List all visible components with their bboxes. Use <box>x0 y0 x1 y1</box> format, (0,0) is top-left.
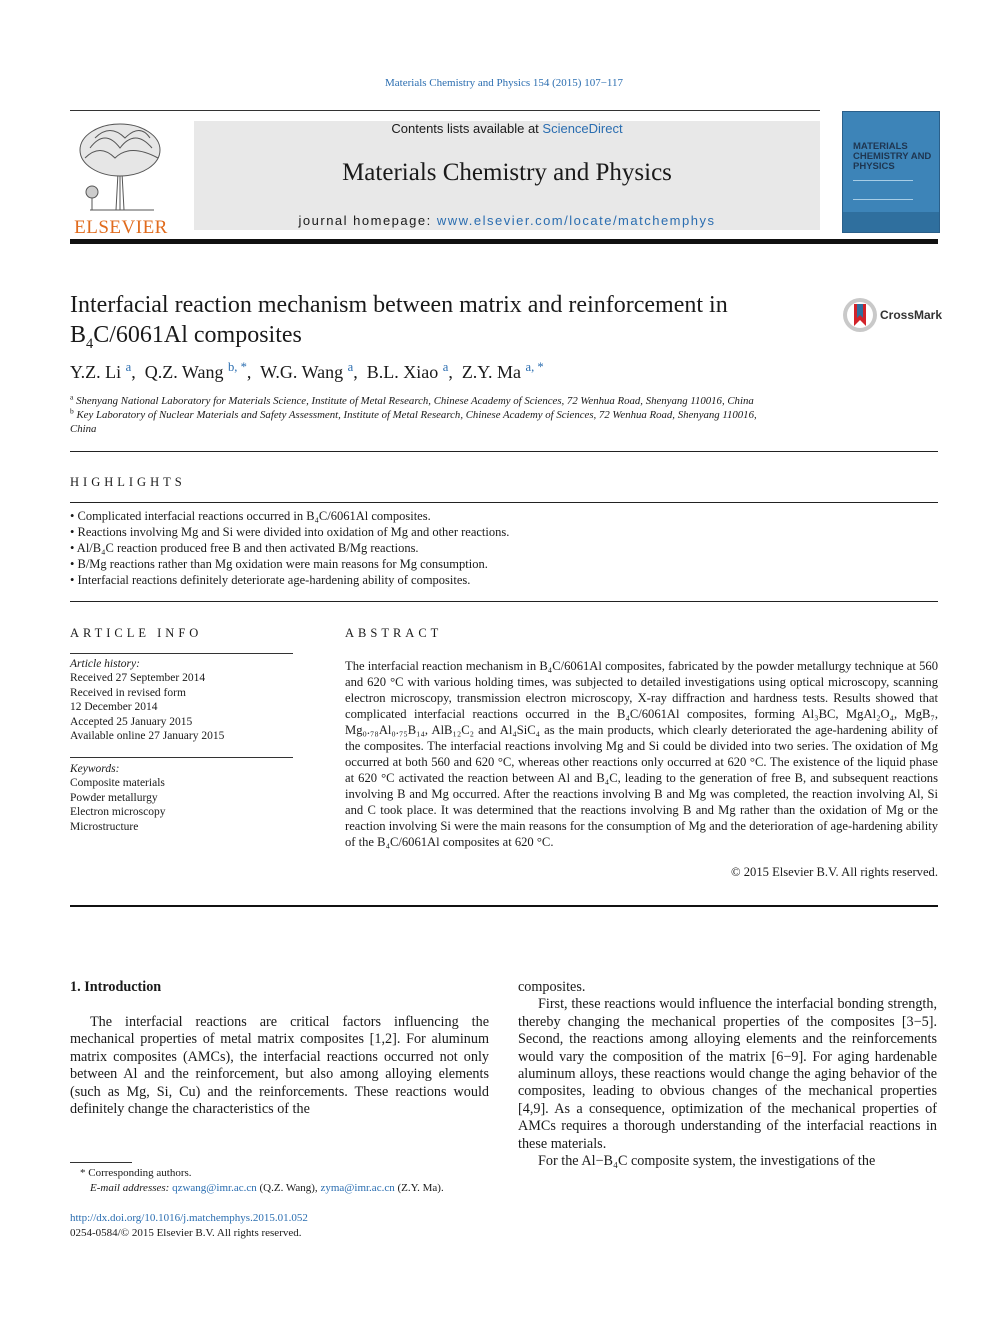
title-line-2: $B_4C/6061Al$ composites <box>70 322 302 352</box>
affiliation-b-cont: China <box>70 423 97 435</box>
publisher-name: ELSEVIER <box>74 217 168 238</box>
author: Y.Z. Li <box>70 362 122 382</box>
elsevier-tree-icon <box>70 118 172 214</box>
author-affiliation-mark[interactable]: a <box>125 360 132 374</box>
introduction-heading: 1. Introduction <box>70 979 162 995</box>
contents-prefix: Contents lists available at <box>391 121 543 136</box>
doi-block <box>70 1211 308 1241</box>
rule-after-highlights <box>70 601 938 602</box>
author-affiliation-mark[interactable]: b, * <box>227 360 247 374</box>
history-label: Article history: <box>70 658 140 670</box>
author: Z.Y. Ma <box>461 362 521 382</box>
issn-line: 0254-0584/© 2015 Elsevier B.V. All rights reserved. <box>70 1227 302 1239</box>
header-bottom-rule <box>70 239 938 244</box>
keyword: Electron microscopy <box>70 806 166 819</box>
journal-title: Materials Chemistry and Physics <box>342 159 672 186</box>
rule-after-abstract <box>70 905 938 907</box>
highlight-item: • Complicated interfacial reactions occurred in B₄C/6061Al composites. <box>70 509 431 523</box>
elsevier-logo <box>70 118 172 238</box>
highlight-item: • Reactions involving Mg and Si were divided into oxidation of Mg and other reactions. <box>70 525 510 539</box>
cover-decoration <box>853 180 913 200</box>
author: B.L. Xiao <box>366 362 439 382</box>
author-affiliation-mark[interactable]: a <box>347 360 354 374</box>
highlights-heading: HIGHLIGHTS <box>70 475 186 489</box>
rule-before-highlights <box>70 451 938 452</box>
highlight-item: • B/Mg reactions rather than Mg oxidation were main reasons for Mg consumption. <box>70 557 488 571</box>
email-addresses: E-mail addresses: qzwang@imr.ac.cn (Q.Z. Wang), zyma@imr.ac.cn (Z.Y. Ma). <box>90 1182 444 1194</box>
abstract-heading: ABSTRACT <box>345 626 443 640</box>
crossmark-icon <box>842 296 878 334</box>
keywords-label: Keywords: <box>70 763 120 775</box>
history-item: 12 December 2014 <box>70 701 158 714</box>
highlight-item: • Interfacial reactions definitely deteriorate age-hardening ability of composites. <box>70 573 471 587</box>
highlight-item: • Al/B₄C reaction produced free B and then activated B/Mg reactions. <box>70 541 419 555</box>
cover-band <box>843 212 939 232</box>
keyword: Microstructure <box>70 820 139 833</box>
journal-header-box <box>194 121 820 230</box>
author: W.G. Wang <box>260 362 344 382</box>
intro-left-paragraph: The interfacial reactions are critical factors influencing the mechanical properties of metal matrix composites [1,2]. For aluminum matrix composites (AMCs), the interfacial reactions occurred not only between Al and the reinforcement, but also among alloying elements (such as Mg, Si, Cu) and the reinforcements. These reactions would definitely change the characteristics of the <box>70 1014 489 1118</box>
article-info-rule-1 <box>70 653 293 654</box>
cover-title: MATERIALS CHEMISTRY AND PHYSICS <box>853 141 932 172</box>
keyword: Powder metallurgy <box>70 791 158 804</box>
affiliation-b: $^b$ Key Laboratory of Nuclear Materials and Safety Assessment, Institute of Metal Research, Chinese Academy of Sciences, 72 Wenhua Road, Shenyang 110016, <box>70 406 757 421</box>
keywords <box>70 762 293 834</box>
author-affiliation-mark[interactable]: a <box>442 360 449 374</box>
keyword: Composite materials <box>70 777 165 790</box>
article-history <box>70 657 293 743</box>
corresponding-authors: * Corresponding authors. <box>80 1167 192 1179</box>
article-info-rule-2 <box>70 757 293 758</box>
homepage-prefix: journal homepage: <box>298 213 437 228</box>
title-line-1: Interfacial reaction mechanism between matrix and reinforcement in <box>70 292 728 318</box>
header-top-rule <box>70 110 820 111</box>
history-item: Available online 27 January 2015 <box>70 730 225 743</box>
journal-citation[interactable]: Materials Chemistry and Physics 154 (2015) 107−117 <box>385 77 623 89</box>
author: Q.Z. Wang <box>144 362 224 382</box>
footnote-rule <box>70 1162 132 1163</box>
author-list: Y.Z. Li $^a$, Q.Z. Wang $^{b, *}$, W.G. Wang $^a$, B.L. Xiao $^a$, Z.Y. Ma $^{a, *}$ <box>70 360 544 382</box>
affiliation-a: $^a$ Shenyang National Laboratory for Materials Science, Institute of Metal Research, Chinese Academy of Sciences, 72 Wenhua Road, Shenyang 110016, China <box>70 392 754 407</box>
intro-right-paragraph-2: For the Al−B₄C composite system, the investigations of the <box>538 1153 876 1170</box>
highlights-list <box>70 508 930 588</box>
abstract-copyright: © 2015 Elsevier B.V. All rights reserved. <box>731 865 938 879</box>
affiliations <box>70 394 830 436</box>
contents-line <box>194 121 820 136</box>
intro-right-continuation: composites. <box>518 979 586 995</box>
email-link-1[interactable]: qzwang@imr.ac.cn <box>172 1182 257 1194</box>
journal-homepage <box>194 213 820 228</box>
crossmark-label: CrossMark <box>880 308 943 322</box>
article-info-heading: ARTICLE INFO <box>70 626 203 640</box>
footnote <box>70 1166 490 1196</box>
journal-cover <box>842 111 940 233</box>
author-affiliation-mark[interactable]: a, * <box>525 360 544 374</box>
intro-right-paragraph-1: First, these reactions would influence the interfacial bonding strength, thereby changing the mechanical properties of the composites [3−5]. Second, the reactions among alloying elements and the reinforcements would vary the composition of the matrix [6−9]. For aging hardenable aluminum alloys, these reactions would change the aging behavior of the composites, leading to obvious changes of the mechanical properties [4,9]. As a consequence, optimization of the mechanical properties of AMCs requires a thorough understanding of the interfacial reactions in these materials. <box>518 996 937 1152</box>
rule-under-highlights-heading <box>70 502 938 503</box>
history-item: Received 27 September 2014 <box>70 672 206 685</box>
intro-right-column <box>518 979 937 1170</box>
homepage-link[interactable]: www.elsevier.com/locate/matchemphys <box>436 213 716 228</box>
article-title <box>70 290 830 350</box>
abstract-text: The interfacial reaction mechanism in B₄C/6061Al composites, fabricated by the powder metallurgy technique at 560 and 620 °C with various holding times, was subjected to detailed investigations using optical microscopy, scanning electron microscopy, transmission electron microscopy, X-ray diffraction and hardness tests. Results showed that complicated interfacial reactions occurred in the B₄C/6061Al composites, forming Al₃BC, MgAl₂O₄, MgB₇, Mg₀.₇₈Al₀.₇₅B₁₄, AlB₁₂C₂ and Al₄SiC₄ as the main products, which clearly deteriorated the age-hardening ability of the composites. The interfacial reactions involving Mg and Si could be divided into two series. The oxidation of Mg occurred at both 560 and 620 °C, whereas other reactions only occurred at 620 °C. The existence of the liquid phase at 620 °C activated the reaction between Al and B₄C, leading to the generation of free B, and subsequent reactions involving B and Mg occurred. After the reactions involving B and Mg was completed, the reaction involving Al, Si and C took place. It was determined that the reactions involving B and Mg rather than the oxidation of Mg or the reaction involving Si were the main reasons for the consumption of Mg and the deterioration of age-hardening ability of the B₄C/6061Al composites at 620 °C. <box>345 659 938 849</box>
crossmark-badge[interactable] <box>842 296 942 336</box>
history-item: Received in revised form <box>70 686 186 699</box>
doi-link[interactable]: http://dx.doi.org/10.1016/j.matchemphys.2015.01.052 <box>70 1212 308 1224</box>
sciencedirect-link[interactable]: ScienceDirect <box>542 121 623 136</box>
email-link-2[interactable]: zyma@imr.ac.cn <box>320 1182 395 1194</box>
history-item: Accepted 25 January 2015 <box>70 715 193 728</box>
